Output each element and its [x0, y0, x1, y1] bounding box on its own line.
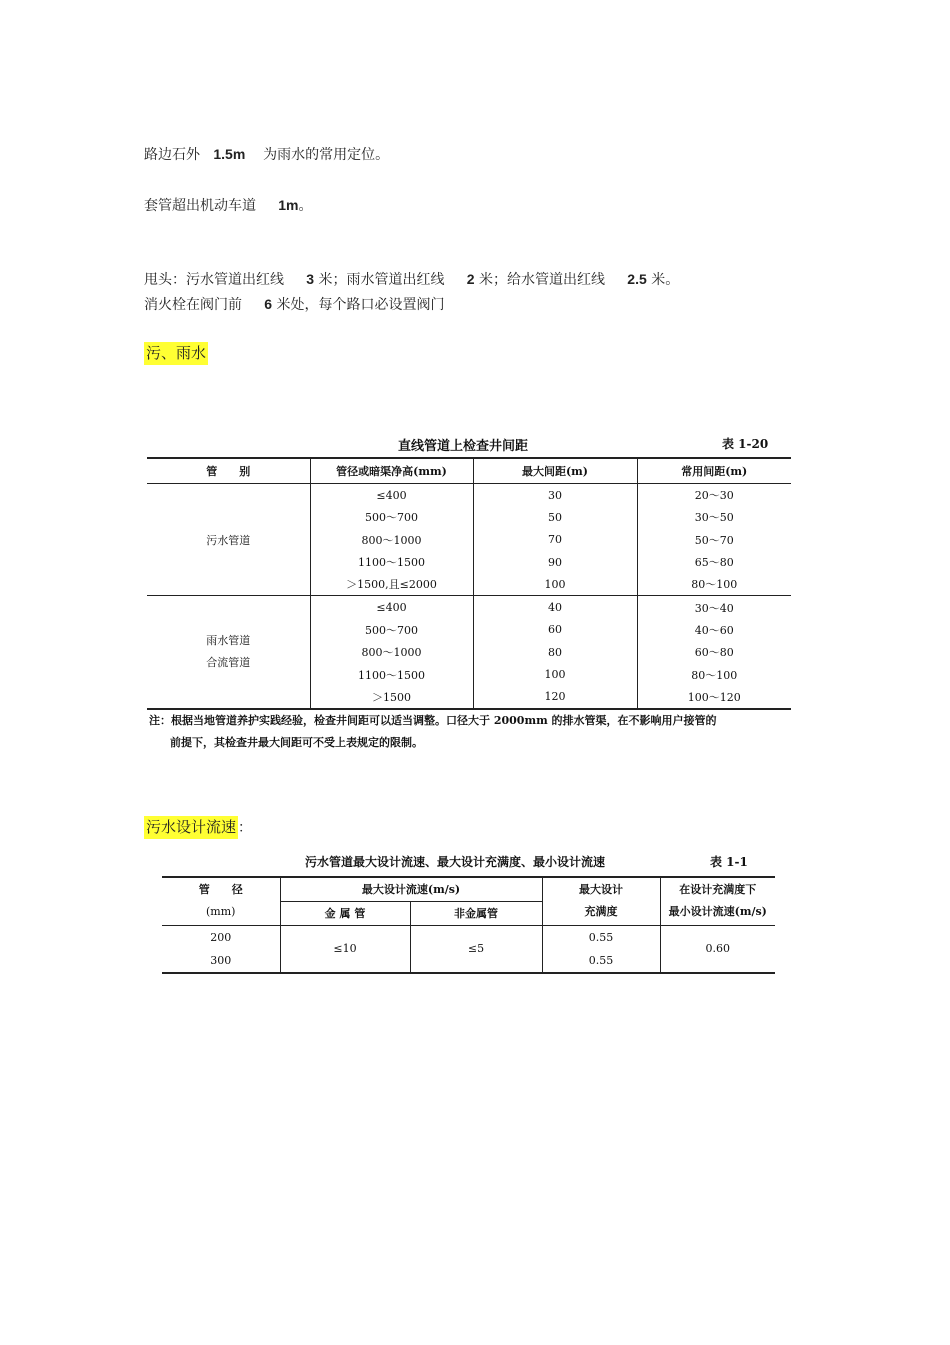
table-cell: 30	[473, 484, 637, 507]
table-cell: 100	[473, 573, 637, 596]
text-seg: 路边石外	[144, 147, 200, 163]
table-cell: 65～80	[637, 551, 791, 573]
table-cell: 80～100	[637, 573, 791, 596]
table-cell: 90	[473, 551, 637, 573]
table-cell: 60	[473, 619, 637, 641]
table-cell: ＞1500,且≤2000	[310, 573, 473, 596]
header-nonmetal-pipe: 非金属管	[410, 901, 542, 925]
text-line-stub	[144, 269, 679, 290]
text-line-casing	[144, 195, 313, 216]
text-seg: 米；给水管道出红线	[479, 272, 606, 288]
group-name-rain: 雨水管道	[206, 634, 251, 648]
value-3: 3	[306, 271, 315, 287]
highlight-heading: 污水设计流速	[144, 816, 238, 839]
table1-note-line1: 注：根据当地管道养护实践经验，检查井间距可以适当调整。口径大于 2000mm 的排水管渠，在不影响用户接管的	[149, 714, 717, 727]
table2-title: 污水管道最大设计流速、最大设计充满度、最小设计流速	[305, 855, 606, 869]
manhole-spacing-table	[147, 457, 791, 710]
table-header-row	[162, 877, 775, 901]
header-min-velocity	[660, 877, 775, 925]
text-seg: 米；雨水管道出红线	[318, 272, 445, 288]
text-seg: 。	[298, 198, 313, 214]
value-2-5: 2.5	[627, 271, 647, 287]
table-cell: 1100～1500	[310, 663, 473, 685]
table-cell: 0.55	[542, 925, 660, 949]
sewage-velocity-table	[162, 876, 775, 974]
text-line-hydrant	[144, 294, 445, 315]
table1-label: 表 1-20	[722, 437, 769, 451]
header-cell: 常用间距(m)	[637, 458, 791, 484]
table-cell: 0.60	[660, 925, 775, 973]
table-cell: 30～40	[637, 596, 791, 619]
group-name-sewage: 污水管道	[206, 533, 251, 547]
table-cell: 300	[162, 949, 280, 973]
group-name-combined: 合流管道	[206, 656, 251, 670]
header-cell: 管 别	[147, 458, 310, 484]
table-cell: 50～70	[637, 529, 791, 551]
table-cell: 500～700	[310, 506, 473, 528]
heading-sewage-velocity	[144, 817, 252, 838]
table-cell: ≤10	[280, 925, 410, 973]
header-diameter	[162, 877, 280, 925]
table2-label: 表 1-1	[710, 855, 748, 869]
header-max-fill	[542, 877, 660, 925]
table-cell: ≤400	[310, 484, 473, 507]
table-cell: 70	[473, 529, 637, 551]
header-text: 最小设计流速(m/s)	[668, 905, 767, 919]
header-text: 充满度	[584, 905, 618, 919]
text-seg: 套管超出机动车道	[144, 198, 256, 214]
table-cell: 120	[473, 686, 637, 709]
group-name-rain-combined	[147, 596, 310, 709]
table-cell: 800～1000	[310, 641, 473, 663]
highlight-heading: 污、雨水	[144, 342, 208, 365]
table-cell: 40～60	[637, 619, 791, 641]
table-cell: 1100～1500	[310, 551, 473, 573]
table-cell: 20～30	[637, 484, 791, 507]
header-text: 最大设计	[579, 883, 623, 897]
value-2: 2	[466, 271, 475, 287]
value-1-5m: 1.5m	[213, 146, 246, 162]
table1-title: 直线管道上检查井间距	[398, 439, 529, 454]
text-seg: 米处，每个路口必设置阀门	[276, 297, 445, 313]
table-row	[162, 925, 775, 949]
table-cell: 0.55	[542, 949, 660, 973]
text-seg: 米。	[651, 272, 680, 288]
heading-sewage-rain	[144, 343, 208, 364]
table-cell: ≤400	[310, 596, 473, 619]
header-unit: (mm)	[206, 905, 236, 919]
table-cell: 80	[473, 641, 637, 663]
table-cell: 500～700	[310, 619, 473, 641]
table-cell: 100	[473, 663, 637, 685]
table-cell: 50	[473, 506, 637, 528]
table-cell: 200	[162, 925, 280, 949]
text-seg: 为雨水的常用定位。	[263, 147, 390, 163]
table-cell: 80～100	[637, 663, 791, 685]
value-6: 6	[264, 296, 273, 312]
table-cell: 30～50	[637, 506, 791, 528]
table-cell: 100～120	[637, 686, 791, 709]
table-cell: ＞1500	[310, 686, 473, 709]
table-cell: 60～80	[637, 641, 791, 663]
table-cell: 800～1000	[310, 529, 473, 551]
header-metal-pipe: 金 属 管	[280, 901, 410, 925]
text-seg: 消火栓在阀门前	[144, 297, 242, 313]
header-cell: 管径或暗渠净高(mm)	[310, 458, 473, 484]
header-text: 管 径	[198, 883, 243, 897]
text-seg: 甩头：污水管道出红线	[144, 272, 284, 288]
header-max-velocity: 最大设计流速(m/s)	[280, 877, 542, 901]
table-cell: ≤5	[410, 925, 542, 973]
value-1m: 1m	[278, 197, 299, 213]
header-cell: 最大间距(m)	[473, 458, 637, 484]
table-row	[147, 484, 791, 507]
text-line-curb	[144, 144, 389, 165]
header-text: 在设计充满度下	[679, 883, 757, 897]
table-cell: 40	[473, 596, 637, 619]
heading-colon: ：	[238, 820, 253, 836]
table-row	[147, 596, 791, 619]
table1-note-line2: 前提下，其检查井最大间距可不受上表规定的限制。	[170, 736, 423, 749]
table-header-row	[147, 458, 791, 484]
